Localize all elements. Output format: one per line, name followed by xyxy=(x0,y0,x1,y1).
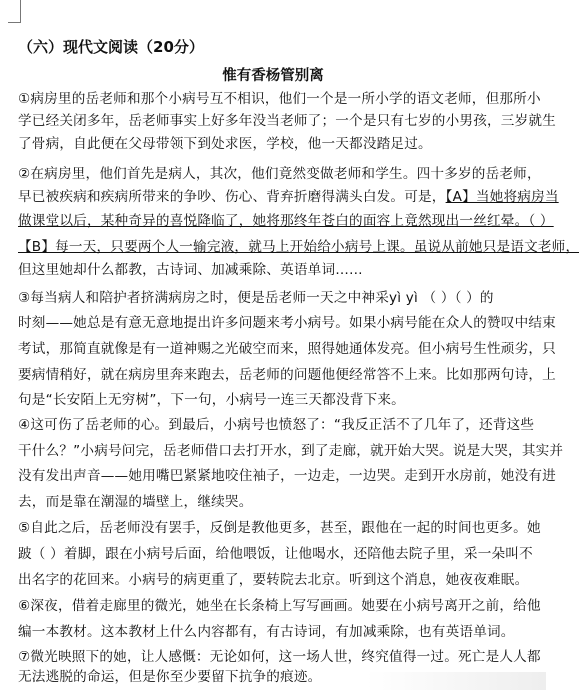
paragraph-line: ③每当病人和陪护者挤满病房之时，便是岳老师一天之中神采yì yì （ ）（ ）的 xyxy=(18,290,494,306)
crop-mark xyxy=(8,0,21,23)
section-title: （六）现代文阅读（20分） xyxy=(18,38,204,56)
paragraph-line: 干什么？”小病号问完，岳老师借口去打开水，到了走廊，就开始大哭。说是大哭，其实并 xyxy=(18,443,564,459)
paragraph-line: 没有发出声音——她用嘴巴紧紧地咬住袖子，一边走，一边哭。走到开水房前，她没有进 xyxy=(18,468,556,484)
paragraph-line-text: 早已被疾病和疾病所带来的争吵、伤心、背弃折磨得满头白发。可是， xyxy=(18,189,446,205)
underlined-sentence-a: 【A】当她将病房当 xyxy=(445,189,559,205)
paragraph-line: 去，而是靠在潮湿的墙壁上，继续哭。 xyxy=(18,494,253,510)
paragraph-line: ①病房里的岳老师和那个小病号互不相识，他们一个是一所小学的语文老师，但那所小 xyxy=(18,91,541,107)
paragraph-line: 跛（ ）着脚，跟在小病号后面，给他喂饭，让他喝水，还陪他去院子里，采一朵叫不 xyxy=(18,546,533,562)
paragraph-line: 句是“长安陌上无穷树”，下一句，小病号一连三天都没背下来。 xyxy=(18,392,405,408)
paragraph-line xyxy=(18,186,559,208)
paragraph-line: 出名字的花回来。小病号的病更重了，要转院去北京。听到这个消息，她夜夜难眠。 xyxy=(18,572,529,588)
paragraph-line: ②在病房里，他们首先是病人，其次，他们竟然变做老师和学生。四十多岁的岳老师， xyxy=(18,166,541,182)
paragraph-line: ④这可伤了岳老师的心。到最后，小病号也愤怒了：“我反正活不了几年了，还背这些 xyxy=(18,417,535,433)
scan-edge-shadow xyxy=(366,672,546,690)
paragraph-line: 时刻——她总是有意无意地提出许多问题来考小病号。如果小病号能在众人的赞叹中结束 xyxy=(18,315,556,331)
paragraph-line: 考试，那简直就像是有一道神赐之光破空而来，照得她通体发亮。但小病号生性顽劣，只 xyxy=(18,341,556,357)
paragraph-line: 要病情稍好，就在病房里奔来跑去，岳老师的问题他便经常答不上来。比如那两句诗，上 xyxy=(18,367,556,383)
paragraph-line: 但这里她却什么都教，古诗词、加减乘除、英语单词…… xyxy=(18,262,363,278)
paragraph-line: ⑥深夜，借着走廊里的微光，她坐在长条椅上写写画画。她要在小病号离开之前，给他 xyxy=(18,598,541,614)
paragraph-line: 无法逃脱的命运，但是你至少要留下抗争的痕迹。 xyxy=(18,669,322,685)
paragraph-line: ⑤自此之后，岳老师没有罢手，反倒是教他更多，甚至，跟他在一起的时间也更多。她 xyxy=(18,520,541,536)
paragraph-line: 学已经关闭多年，岳老师事实上好多年没当老师了；一个是只有七岁的小男孩，三岁就生 xyxy=(18,113,556,129)
underlined-sentence-b: 【B】每一天，只要两个人一输完液，就马上开始给小病号上课。虽说从前她只是语文老师， xyxy=(18,239,579,255)
paragraph-line: ⑦微光映照下的她，让人感慨：无论如何，这一场人世，终究值得一过。死亡是人人都 xyxy=(18,649,541,665)
paragraph-line: 了骨病，自此便在父母带领下到处求医，学校，他一天都没踏足过。 xyxy=(18,136,432,152)
underlined-sentence-a-cont: 做课堂以后，某种奇异的喜悦降临了，她将那终年苍白的面容上竟然现出一丝红晕。（ ） xyxy=(18,213,554,229)
article-title: 惟有香杨管别离 xyxy=(222,68,324,84)
paragraph-line: 编一本教材。这本教材上什么内容都有，有古诗词，有加减乘除，也有英语单词。 xyxy=(18,624,515,640)
